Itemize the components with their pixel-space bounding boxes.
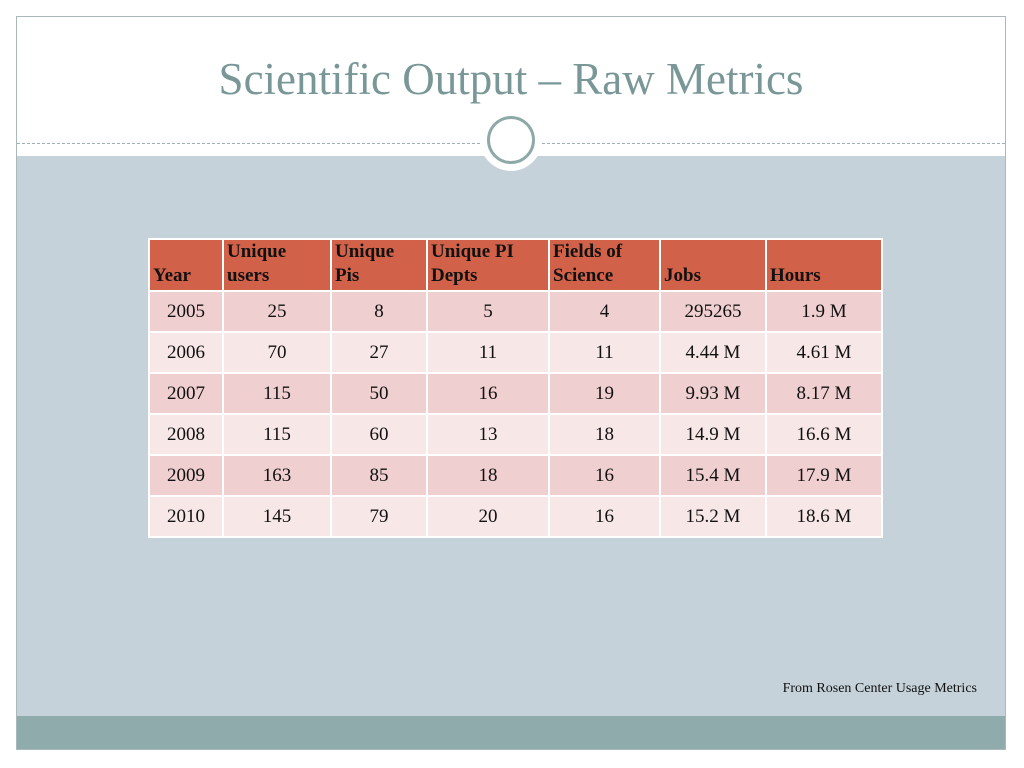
header-hours: Hours [766,239,882,291]
cell-jobs: 4.44 M [660,332,766,373]
cell-unique-pis: 50 [331,373,427,414]
footer-bar [17,716,1005,750]
cell-fields-of-science: 4 [549,291,660,332]
cell-unique-users: 163 [223,455,331,496]
cell-fields-of-science: 16 [549,496,660,537]
cell-jobs: 295265 [660,291,766,332]
cell-unique-pis: 27 [331,332,427,373]
cell-unique-pi-depts: 20 [427,496,549,537]
slide-frame [16,16,1006,750]
header-jobs: Jobs [660,239,766,291]
cell-fields-of-science: 19 [549,373,660,414]
table-row [149,496,882,537]
cell-jobs: 15.4 M [660,455,766,496]
header-fields-of-science: Fields of Science [549,239,660,291]
cell-year: 2010 [149,496,223,537]
header-unique-users: Unique users [223,239,331,291]
table-row [149,373,882,414]
cell-unique-users: 115 [223,414,331,455]
circle-ornament-icon [487,116,535,164]
table-row [149,455,882,496]
cell-unique-pis: 79 [331,496,427,537]
cell-fields-of-science: 16 [549,455,660,496]
cell-unique-pi-depts: 18 [427,455,549,496]
cell-hours: 8.17 M [766,373,882,414]
cell-year: 2009 [149,455,223,496]
slide-title: Scientific Output – Raw Metrics [218,54,804,104]
header-year: Year [149,239,223,291]
cell-year: 2006 [149,332,223,373]
cell-unique-users: 115 [223,373,331,414]
metrics-table [148,238,883,538]
source-note: From Rosen Center Usage Metrics [782,681,977,696]
cell-year: 2007 [149,373,223,414]
cell-unique-users: 25 [223,291,331,332]
cell-hours: 4.61 M [766,332,882,373]
cell-unique-pi-depts: 11 [427,332,549,373]
table-row [149,291,882,332]
cell-unique-pis: 60 [331,414,427,455]
table-header-row [149,239,882,291]
cell-fields-of-science: 18 [549,414,660,455]
cell-jobs: 15.2 M [660,496,766,537]
header-unique-pis: Unique Pis [331,239,427,291]
cell-unique-users: 70 [223,332,331,373]
cell-unique-pis: 8 [331,291,427,332]
cell-jobs: 14.9 M [660,414,766,455]
table-row [149,332,882,373]
table-row [149,414,882,455]
cell-fields-of-science: 11 [549,332,660,373]
cell-hours: 16.6 M [766,414,882,455]
cell-year: 2008 [149,414,223,455]
cell-hours: 1.9 M [766,291,882,332]
cell-unique-pi-depts: 16 [427,373,549,414]
cell-jobs: 9.93 M [660,373,766,414]
cell-unique-pi-depts: 5 [427,291,549,332]
cell-unique-users: 145 [223,496,331,537]
cell-year: 2005 [149,291,223,332]
cell-unique-pis: 85 [331,455,427,496]
cell-hours: 17.9 M [766,455,882,496]
cell-unique-pi-depts: 13 [427,414,549,455]
header-unique-pi-depts: Unique PI Depts [427,239,549,291]
cell-hours: 18.6 M [766,496,882,537]
